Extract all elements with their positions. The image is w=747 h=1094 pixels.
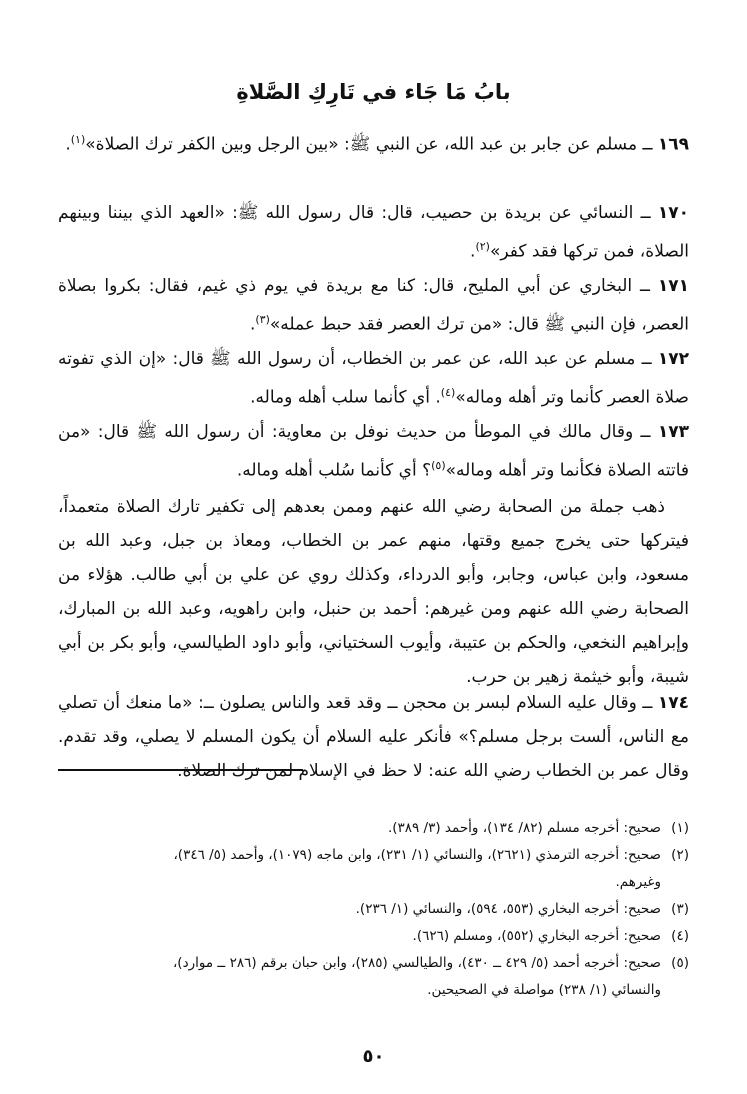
footnote-2	[58, 842, 689, 869]
footnote-text: صحيح: أخرجه البخاري (٥٥٢)، ومسلم (٦٢٦).	[412, 928, 661, 944]
hadith-text: مسلم عن جابر بن عبد الله، عن النبي ﷺ: «بين الرجل وبين الكفر ترك الصلاة»	[85, 134, 638, 155]
hadith-text: البخاري عن أبي المليح، قال: كنا مع بريدة في يوم ذي غيم، فقال: بكروا بصلاة العصر، فإن النبي ﷺ قال: «من ترك العصر فقد حبط عمله»	[58, 276, 689, 335]
hadith-173: ١٧٣ ــ وقال مالك في الموطأ من حديث نوفل بن معاوية: أن رسول الله ﷺ قال: «من فاتته الصلاة فكأنما وتر أهله وماله»$^{(٥)}$؟ أي كأنما سُلب أهله وماله.	[58, 422, 689, 481]
hadith-text: النسائي عن بريدة بن حصيب، قال: قال رسول الله ﷺ: «العهد الذي بيننا وبينهم الصلاة، فمن تركها فقد كفر»	[58, 203, 689, 262]
footnotes	[58, 815, 689, 1004]
footnote-text: صحيح: أخرجه أحمد (٥/ ٤٢٩ ــ ٤٣٠)، والطيالسي (٢٨٥)، وابن حبان برقم (٢٨٦ ــ موارد)،	[172, 955, 661, 971]
hadith-tail: ؟ أي كأنما سُلب أهله وماله.	[236, 460, 432, 481]
hadith-number: ١٧٣	[657, 422, 689, 442]
hadith-tail: .	[470, 241, 476, 262]
footnote-2-continuation: وغيرهم.	[615, 874, 661, 890]
commentary-paragraph: ذهب جملة من الصحابة رضي الله عنهم وممن بعدهم إلى تكفير تارك الصلاة متعمداً، فيتركها حتى يخرج جميع وقتها، منهم عمر بن الخطاب، ومعاذ بن جبل، وعبد الله بن مسعود، وابن عباس، وجابر، وأبو الدرداء، وكذلك روي عن علي بن أبي طالب. هؤلاء من الصحابة رضي الله عنهم ومن غيرهم: أحمد بن حنبل، وابن راهويه، وعبد الله بن المبارك، وإبراهيم النخعي، والحكم بن عتيبة، وأيوب السختياني، وأبو داود الطيالسي، وأبو بكر بن أبي شيبة، وأبو خيثمة زهير بن حرب.	[58, 497, 689, 687]
footnote-ref[interactable]: (٥)	[431, 459, 446, 472]
footnote-text: صحيح: أخرجه الترمذي (٢٦٢١)، والنسائي (١/ ٢٣١)، وابن ماجه (١٠٧٩)، وأحمد (٥/ ٣٤٦)،	[173, 847, 661, 863]
hadith-tail: . أي كأنما سلب أهله وماله.	[250, 387, 441, 408]
hadith-text: وقال مالك في الموطأ من حديث نوفل بن معاوية: أن رسول الله ﷺ قال: «من فاتته الصلاة فكأنما وتر أهله وماله»	[58, 422, 689, 481]
footnote-4	[58, 923, 689, 950]
footnote-ref[interactable]: (٢)	[475, 240, 490, 253]
hadith-number: ١٧٢	[657, 349, 689, 369]
hadith-174: ١٧٤ ــ وقال عليه السلام لبسر بن محجن ــ وقد قعد والناس يصلون ــ: «ما منعك أن تصلي مع الناس، ألست برجل مسلم؟» فأنكر عليه السلام أن يكون المسلم لا يصلي، وقد تقدم. وقال عمر بن الخطاب رضي الله عنه: لا حظ في الإسلام لمن ترك الصلاة.	[58, 693, 689, 781]
hadith-171: ١٧١ ــ البخاري عن أبي المليح، قال: كنا مع بريدة في يوم ذي غيم، فقال: بكروا بصلاة العصر، فإن النبي ﷺ قال: «من ترك العصر فقد حبط عمله»$^{(٣)}$.	[58, 276, 689, 335]
page-number: ٥٠	[362, 1046, 385, 1067]
footnote-3	[58, 896, 689, 923]
footnote-number: (٢)	[671, 847, 689, 863]
footnote-1	[58, 815, 689, 842]
footnote-number: (٤)	[671, 928, 689, 944]
footnote-text: صحيح: أخرجه مسلم (٨٢/ ١٣٤)، وأحمد (٣/ ٣٨٩).	[387, 820, 661, 836]
footnote-ref[interactable]: (٤)	[440, 386, 456, 399]
footnote-5-continuation: والنسائي (١/ ٢٣٨) مواصلة في الصحيحين.	[427, 982, 661, 998]
footnote-number: (٥)	[671, 955, 689, 971]
footnote-number: (١)	[671, 820, 689, 836]
hadith-text: وقال عليه السلام لبسر بن محجن ــ وقد قعد والناس يصلون ــ: «ما منعك أن تصلي مع الناس، ألست برجل مسلم؟» فأنكر عليه السلام أن يكون المسلم لا يصلي، وقد تقدم. وقال عمر بن الخطاب رضي الله عنه: لا حظ في الإسلام لمن ترك الصلاة.	[58, 693, 689, 781]
chapter-title: بابُ مَا جَاء في تَارِكِ الصَّلاةِ	[236, 80, 511, 104]
footnote-divider	[58, 769, 303, 771]
hadith-number: ١٧٠	[657, 203, 689, 223]
hadith-tail: .	[65, 134, 71, 155]
hadith-170: ١٧٠ ــ النسائي عن بريدة بن حصيب، قال: قال رسول الله ﷺ: «العهد الذي بيننا وبينهم الصلاة، فمن تركها فقد كفر»$^{(٢)}$.	[58, 203, 689, 262]
footnote-text: صحيح: أخرجه البخاري (٥٥٣، ٥٩٤)، والنسائي (١/ ٢٣٦).	[355, 901, 661, 917]
hadith-number: ١٦٩	[657, 134, 689, 155]
hadith-172: ١٧٢ ــ مسلم عن عبد الله، عن عمر بن الخطاب، أن رسول الله ﷺ قال: «إن الذي تفوته صلاة العصر كأنما وتر أهله وماله»$^{(٤)}$. أي كأنما سلب أهله وماله.	[58, 349, 689, 408]
footnote-ref[interactable]: (١)	[70, 133, 86, 146]
hadith-number: ١٧٤	[657, 693, 689, 713]
hadith-number: ١٧١	[657, 276, 689, 296]
footnote-number: (٣)	[671, 901, 689, 917]
footnote-5	[58, 950, 689, 977]
hadith-text: مسلم عن عبد الله، عن عمر بن الخطاب، أن رسول الله ﷺ قال: «إن الذي تفوته صلاة العصر كأنما وتر أهله وماله»	[58, 349, 689, 408]
footnote-ref[interactable]: (٣)	[255, 313, 270, 326]
hadith-tail: .	[249, 314, 256, 335]
hadith-169: ١٦٩ ــ مسلم عن جابر بن عبد الله، عن النبي ﷺ: «بين الرجل وبين الكفر ترك الصلاة»$^{(١)}$.	[65, 133, 689, 155]
